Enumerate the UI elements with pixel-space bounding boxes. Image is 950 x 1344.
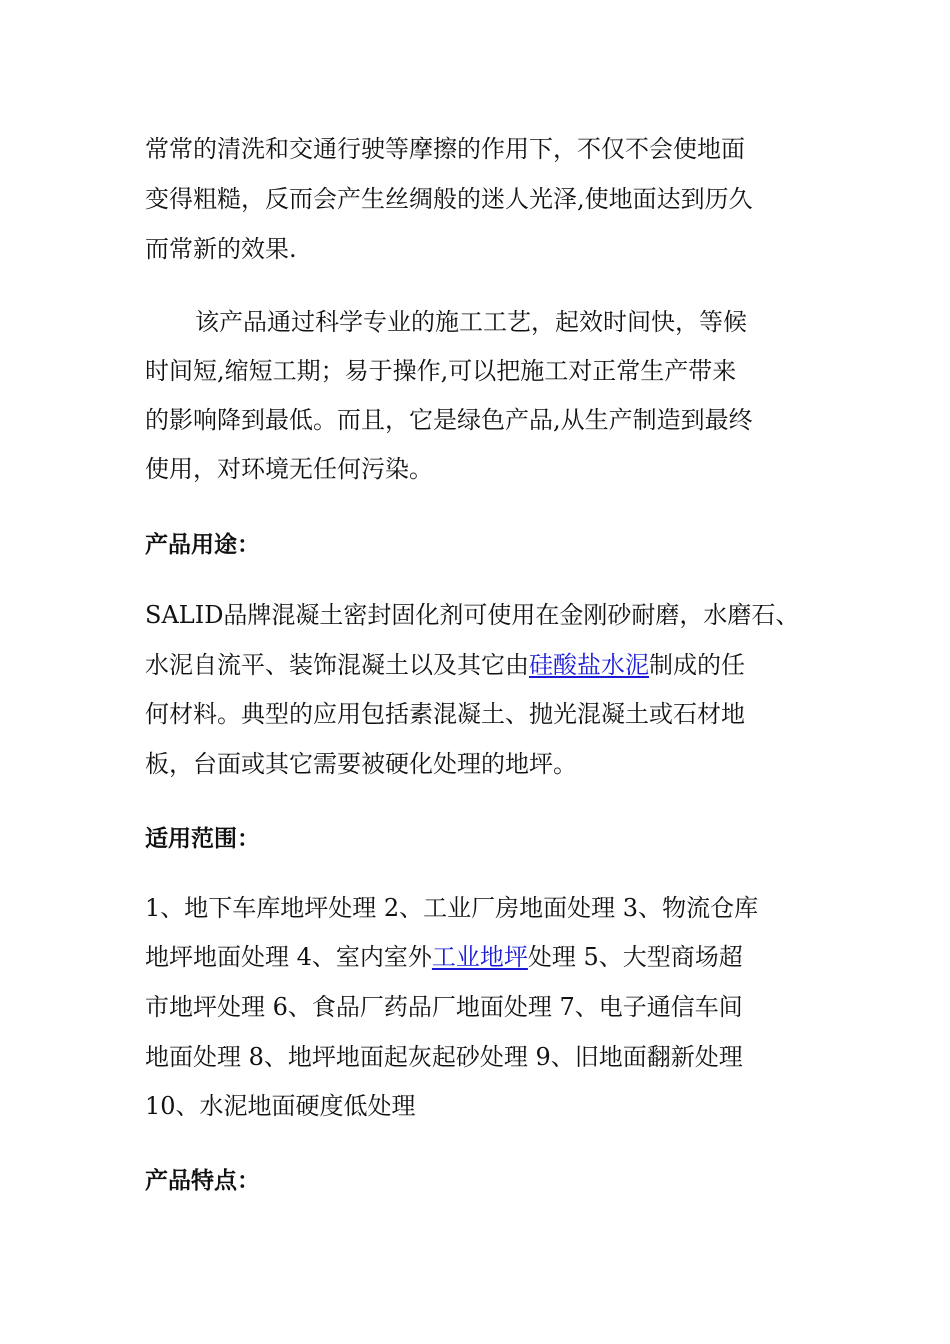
paragraph-2-line-2: 时间短,缩短工期；易于操作,可以把施工对正常生产带来	[145, 357, 737, 385]
paragraph-2-line-3: 的影响降到最低。而且，它是绿色产品,从生产制造到最终	[145, 406, 753, 434]
scope-line-3: 市地坪处理 6、食品厂药品厂地面处理 7、电子通信车间	[145, 993, 743, 1021]
paragraph-1-line-2: 变得粗糙，反而会产生丝绸般的迷人光泽,使地面达到历久	[145, 185, 753, 213]
scope-line-2-text-before: 地坪地面处理 4、室内室外	[145, 943, 432, 971]
usage-heading: 产品用途：	[145, 532, 260, 558]
scope-line-2	[145, 942, 743, 972]
usage-line-2	[145, 650, 745, 680]
usage-line-1: SALID品牌混凝土密封固化剂可使用在金刚砂耐磨，水磨石、	[145, 601, 800, 629]
paragraph-1-line-1: 常常的清洗和交通行驶等摩擦的作用下，不仅不会使地面	[145, 135, 745, 163]
usage-line-4: 板，台面或其它需要被硬化处理的地坪。	[145, 750, 577, 778]
paragraph-2-line-4: 使用，对环境无任何污染。	[145, 455, 433, 483]
usage-line-3: 何材料。典型的应用包括素混凝土、抛光混凝土或石材地	[145, 700, 745, 728]
silicate-cement-link[interactable]: 硅酸盐水泥	[529, 651, 649, 679]
scope-line-2-text-after: 处理 5、大型商场超	[527, 943, 743, 971]
paragraph-1-line-3: 而常新的效果.	[145, 235, 297, 263]
paragraph-2-line-1: 该产品通过科学专业的施工工艺，起效时间快，等候	[195, 308, 747, 336]
usage-line-2-text-after: 制成的任	[649, 651, 745, 679]
scope-line-1: 1、地下车库地坪处理 2、工业厂房地面处理 3、物流仓库	[145, 894, 759, 922]
scope-line-5: 10、水泥地面硬度低处理	[145, 1092, 416, 1120]
industrial-floor-link[interactable]: 工业地坪	[431, 943, 528, 971]
features-heading: 产品特点：	[145, 1168, 260, 1194]
usage-line-2-text-before: 水泥自流平、装饰混凝土以及其它由	[145, 651, 529, 679]
scope-line-4: 地面处理 8、地坪地面起灰起砂处理 9、旧地面翻新处理	[145, 1043, 743, 1071]
scope-heading: 适用范围：	[145, 826, 260, 852]
